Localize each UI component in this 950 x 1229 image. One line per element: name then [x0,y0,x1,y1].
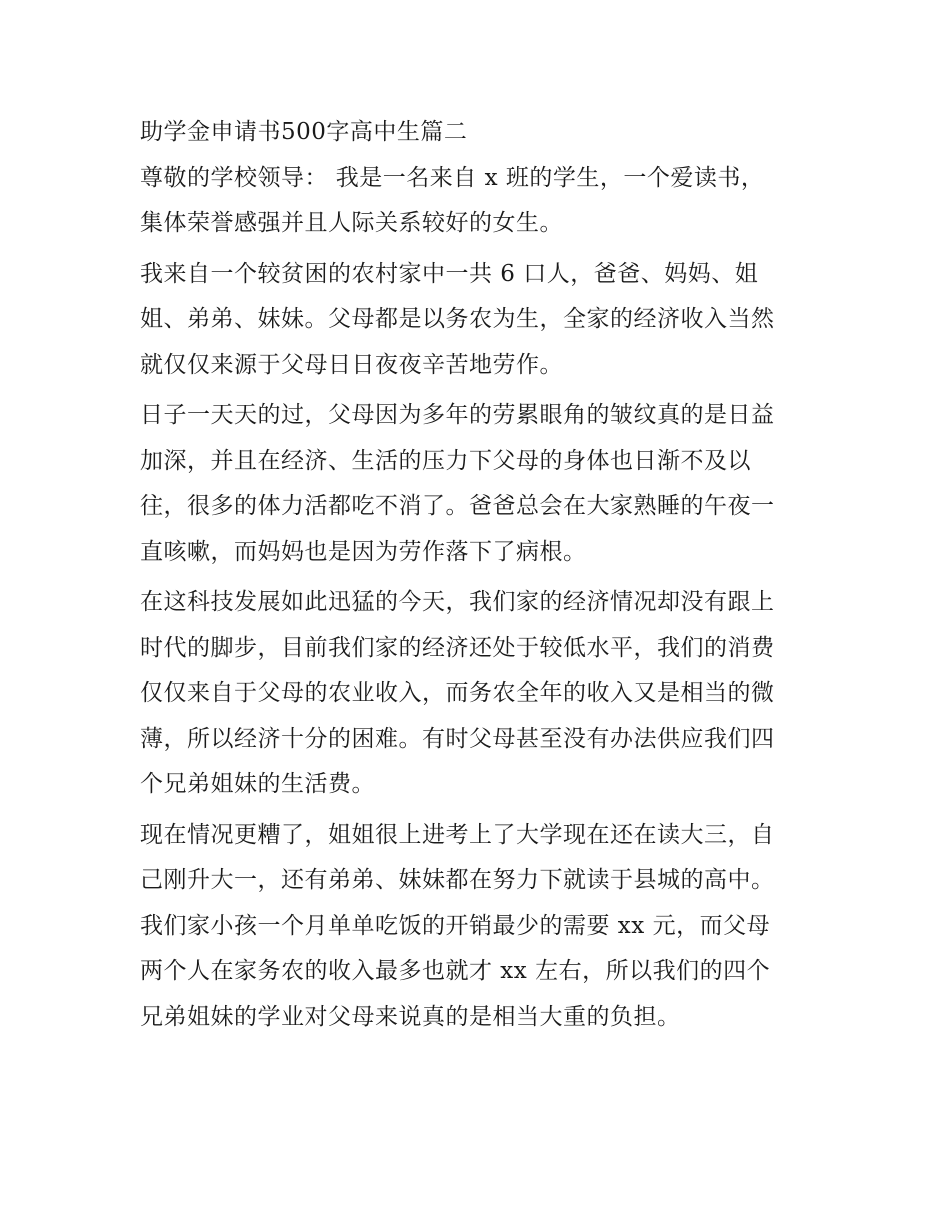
text-line: 加深，并且在经济、生活的压力下父母的身体也日渐不及以 [140,447,751,474]
paragraph-greeting [140,156,820,247]
text-line: 时代的脚步，目前我们家的经济还处于较低水平，我们的消费 [140,634,775,661]
paragraph-parents [140,393,820,575]
text-line: 就仅仅来源于父母日日夜夜辛苦地劳作。 [140,351,563,378]
paragraph-economy [140,580,820,808]
text-line: 姐、弟弟、妹妹。父母都是以务农为生，全家的经济收入当然 [140,306,775,332]
text-line: 直咳嗽，而妈妈也是因为劳作落下了病根。 [140,538,587,565]
text-line: 我们家小孩一个月单单吃饭的开销最少的需要 xx 元，而父母 [140,912,771,939]
text-line: 往，很多的体力活都吃不消了。爸爸总会在大家熟睡的午夜一 [140,493,775,519]
text-line: 兄弟姐妹的学业对父母来说真的是相当大重的负担。 [140,1003,681,1030]
text-line: 薄，所以经济十分的困难。有时父母甚至没有办法供应我们四 [140,725,775,752]
text-line: 我来自一个较贫困的农村家中一共 6 口人，爸爸、妈妈、姐 [140,260,759,287]
text-line: 两个人在家务农的收入最多也就才 xx 左右，所以我们的四个 [140,958,771,984]
text-line: 尊敬的学校领导： 我是一名来自 x 班的学生，一个爱读书， [140,164,765,191]
paragraph-situation [140,813,820,1041]
paragraph-family [140,252,820,389]
text-line: 集体荣誉感强并且人际关系较好的女生。 [140,210,563,236]
text-line: 己刚升大一，还有弟弟、妹妹都在努力下就读于县城的高中。 [140,867,775,893]
text-line: 个兄弟姐妹的生活费。 [140,771,375,797]
text-line: 现在情况更糟了，姐姐很上进考上了大学现在还在读大三，自 [140,821,775,848]
document-title: 助学金申请书500字高中生篇二 [140,119,468,145]
text-line: 在这科技发展如此迅猛的今天，我们家的经济情况却没有跟上 [140,589,775,615]
text-line: 仅仅来自于父母的农业收入，而务农全年的收入又是相当的微 [140,680,775,706]
text-line: 日子一天天的过，父母因为多年的劳累眼角的皱纹真的是日益 [140,402,775,428]
document-body [140,110,820,1040]
